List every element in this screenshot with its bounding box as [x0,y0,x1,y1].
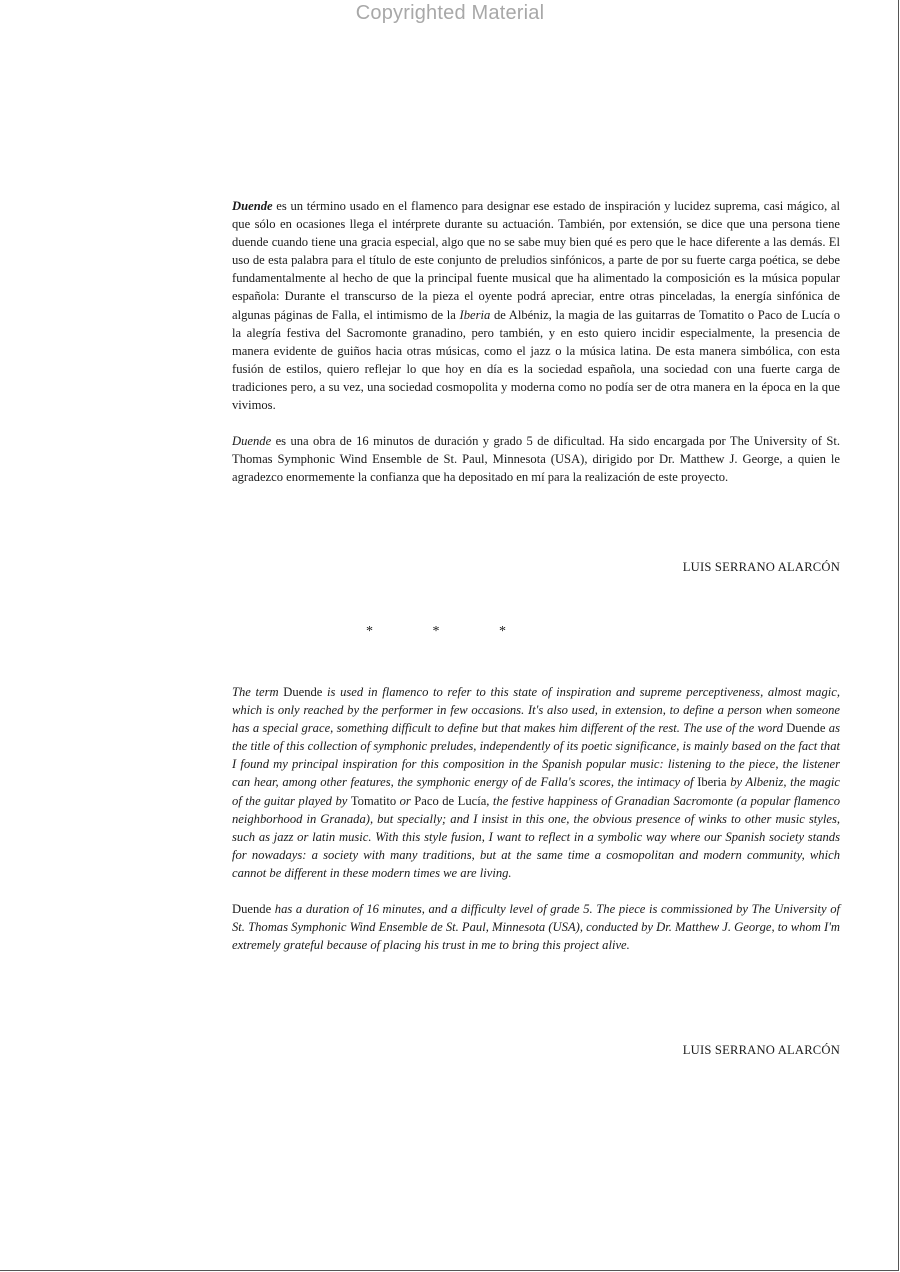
english-paragraph-2: Duende has a duration of 16 minutes, and a difficulty level of grade 5. The piece is commissioned by The University of St. Thomas Symphonic Wind Ensemble de St. Paul, Minnesota (USA), conducted by Dr. Matthew J. George, to whom I'm extremely grateful because of placing his trust in me to bring this project alive. [232,902,840,953]
section-separator: * * * [366,624,534,639]
spanish-signature: LUIS SERRANO ALARCÓN [682,560,840,574]
english-text [232,683,840,954]
spanish-paragraph-2: Duende es una obra de 16 minutos de duración y grado 5 de dificultad. Ha sido encargada por The University of St. Thomas Symphonic Wind Ensemble de St. Paul, Minnesota (USA), dirigido por Dr. Matthew J. George, a quien le agradezco enormemente la confianza que ha depositado en mí para la realización de este proyecto. [232,434,840,485]
english-signature: LUIS SERRANO ALARCÓN [682,1043,840,1057]
copyright-watermark: Copyrighted Material [355,2,545,24]
spanish-text [232,197,840,486]
duende-title-term: Duende [232,199,273,213]
english-paragraph-1: The term Duende is used in flamenco to refer to this state of inspiration and supreme perceptiveness, almost magic, which is only reached by the performer in few occasions. It's also used, in extension, to define a person when someone has a special grace, something difficult to define but that makes him different of the rest. The use of the word Duende as the title of this collection of symphonic preludes, independently of its poetic significance, is mainly based on the fact that I found my principal inspiration for this composition in the Spanish popular music: listening to the piece, the listener can hear, among other features, the symphonic energy of de Falla's scores, the intimacy of Iberia by Albeniz, the magic of the guitar played by Tomatito or Paco de Lucía, the festive happiness of Granadian Sacromonte (a popular flamenco neighborhood in Granada), but specially; and I insist in this one, the obvious presence of winks to other music styles, such as jazz or latin music. With this style fusion, I want to reflect in a symbolic way where our Spanish society stands for nowadays: a society with many traditions, but at the same time a cosmopolitan and modern community, which cannot be different in these modern times we are living. [232,685,840,880]
spanish-paragraph-1: Duende es un término usado en el flamenco para designar ese estado de inspiración y lucidez suprema, casi mágico, al que sólo en ocasiones llega el intérprete durante su actuación. También, por extensión, se dice que una persona tiene duende cuando tiene una gracia especial, algo que no se sabe muy bien qué es pero que le hace diferente a las demás. El uso de esta palabra para el título de este conjunto de preludios sinfónicos, a parte de por su fuerte carga poética, se debe fundamentalmente al hecho de que la principal fuente musical que ha alimentado la composición es la música popular española: Durante el transcurso de la pieza el oyente podrá apreciar, entre otras pinceladas, la energía sinfónica de algunas páginas de Falla, el intimismo de la Iberia de Albéniz, la magia de las guitarras de Tomatito o Paco de Lucía o la alegría festiva del Sacromonte granadino, pero también, y en esto quiero incidir especialmente, la presencia de manera evidente de guiños hacia otras músicas, como el jazz o la música latina. De esta manera simbólica, con esta fusión de estilos, quiero reflejar lo que hoy en día es la sociedad española, una sociedad con una fuerte carga de tradiciones pero, a su vez, una sociedad cosmopolita y moderna como no podía ser de otra manera en la época en la que vivimos. [232,199,840,413]
